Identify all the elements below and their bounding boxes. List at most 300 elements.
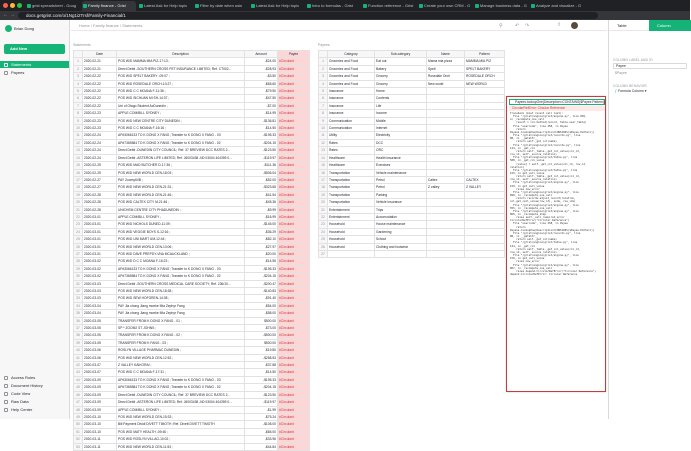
amount-cell[interactable]: -$200.47 (245, 280, 278, 287)
description-cell[interactable]: Direct Debit -ASTERON LIFE LIMITED; Ref. J6003438 J40 03004 404359 0... (117, 399, 245, 406)
date-cell[interactable]: 2020-02-24 (83, 139, 117, 146)
payee-cell[interactable]: #Circular# (278, 332, 310, 339)
close-window-icon[interactable] (3, 3, 8, 8)
row-number[interactable]: 5 (319, 88, 328, 95)
name-cell[interactable] (427, 162, 465, 169)
forward-icon[interactable]: → (10, 12, 15, 18)
row-number[interactable]: 5 (74, 88, 83, 95)
payee-cell[interactable]: #Circular# (278, 376, 310, 383)
date-cell[interactable]: 2020-03-01 (83, 236, 117, 243)
amount-cell[interactable]: -$16.99 (245, 213, 278, 220)
sub-category-cell[interactable]: Health insurance (375, 154, 427, 161)
amount-cell[interactable]: -$44.84 (245, 443, 278, 450)
date-cell[interactable]: 2020-03-05 (83, 317, 117, 324)
category-cell[interactable]: Groceries and Food (328, 65, 375, 72)
payee-cell[interactable]: #Circular# (278, 154, 310, 161)
table-row[interactable] (74, 206, 310, 213)
date-cell[interactable]: 2020-03-01 (83, 250, 117, 257)
table-row[interactable] (74, 236, 310, 243)
table-row[interactable] (74, 273, 310, 280)
amount-cell[interactable]: -$506.04 (245, 169, 278, 176)
browser-tab[interactable] (250, 1, 304, 11)
column-header-name[interactable]: Name (427, 51, 465, 58)
payee-cell[interactable]: #Circular# (278, 184, 310, 191)
category-cell[interactable]: Entertainment (328, 213, 375, 220)
row-number[interactable]: 40 (74, 347, 83, 354)
name-cell[interactable] (427, 213, 465, 220)
date-cell[interactable]: 2020-02-24 (83, 132, 117, 139)
row-number[interactable]: 7 (74, 102, 83, 109)
description-cell[interactable]: UNICHEM CENTRE CITY PHADUNEDIN ; (117, 206, 245, 213)
table-row[interactable] (74, 347, 310, 354)
date-cell[interactable]: 2020-03-05 (83, 325, 117, 332)
row-number[interactable]: 42 (74, 362, 83, 369)
payee-cell[interactable]: #Circular# (278, 73, 310, 80)
payee-cell[interactable]: #Circular# (278, 413, 310, 420)
name-cell[interactable] (427, 95, 465, 102)
tool-raw-data[interactable] (0, 398, 69, 405)
description-cell[interactable]: PAY ZoomyKilB ; (117, 176, 245, 183)
table-row[interactable] (74, 88, 310, 95)
row-number[interactable]: 20 (74, 199, 83, 206)
maximize-window-icon[interactable] (17, 3, 22, 8)
tool-access-rules[interactable] (0, 374, 69, 381)
payee-cell[interactable]: #Circular# (278, 243, 310, 250)
category-cell[interactable]: Communication (328, 117, 375, 124)
description-cell[interactable]: AP#3066133 TO K DONG X FANG ;Transfer to K DONG X FANG - 03 (117, 265, 245, 272)
date-cell[interactable]: 2020-03-09 (83, 384, 117, 391)
row-number[interactable]: 27 (74, 250, 83, 257)
description-cell[interactable]: TRANSFER FROM K FANG - 03 ; (117, 339, 245, 346)
pattern-cell[interactable] (465, 117, 505, 124)
payee-cell[interactable]: #Circular# (278, 347, 310, 354)
amount-cell[interactable]: -$24.00 (245, 58, 278, 65)
table-row[interactable] (74, 191, 310, 198)
description-cell[interactable]: POS W/D MATY HEALTH -09:46 ; (117, 428, 245, 435)
table-row[interactable] (319, 65, 505, 72)
date-cell[interactable]: 2020-03-09 (83, 406, 117, 413)
page-item-payees[interactable] (0, 69, 69, 76)
browser-tab[interactable] (530, 1, 584, 11)
category-cell[interactable]: Groceries and Food (328, 80, 375, 87)
row-number[interactable]: 49 (74, 413, 83, 420)
redo-icon[interactable]: ↷ (525, 23, 530, 29)
amount-cell[interactable]: $500.00 (245, 339, 278, 346)
row-number[interactable]: 11 (74, 132, 83, 139)
table-row[interactable] (319, 95, 505, 102)
table-row[interactable] (74, 228, 310, 235)
pattern-cell[interactable]: Z VALLEY (465, 184, 505, 191)
date-cell[interactable]: 2020-02-28 (83, 199, 117, 206)
sub-category-cell[interactable]: Gardening (375, 228, 427, 235)
pattern-cell[interactable] (465, 221, 505, 228)
category-cell[interactable]: Healthcare (328, 162, 375, 169)
row-number[interactable]: 36 (74, 317, 83, 324)
tab-table[interactable] (609, 20, 649, 31)
table-row[interactable] (319, 221, 505, 228)
pattern-cell[interactable] (465, 102, 505, 109)
row-number[interactable]: 14 (319, 154, 328, 161)
payee-cell[interactable]: #Circular# (278, 95, 310, 102)
payee-cell[interactable]: #Circular# (278, 421, 310, 428)
amount-cell[interactable]: -$9.99 (245, 206, 278, 213)
row-number[interactable]: 12 (319, 139, 328, 146)
pattern-cell[interactable] (465, 125, 505, 132)
category-cell[interactable]: Transportation (328, 169, 375, 176)
row-number-header[interactable] (319, 51, 328, 58)
category-cell[interactable]: Household (328, 236, 375, 243)
date-cell[interactable]: 2020-03-09 (83, 376, 117, 383)
description-cell[interactable]: PAY Jia chong Jiang moeke Mia Zephyr Fang (117, 302, 245, 309)
date-cell[interactable]: 2020-03-03 (83, 280, 117, 287)
sub-category-cell[interactable] (375, 250, 427, 257)
amount-cell[interactable]: -$47.50 (245, 95, 278, 102)
table-row[interactable] (74, 384, 310, 391)
payee-cell[interactable]: #Circular# (278, 288, 310, 295)
payee-cell[interactable]: #Circular# (278, 436, 310, 443)
name-cell[interactable]: Z valley (427, 184, 465, 191)
sub-category-cell[interactable]: Internet (375, 125, 427, 132)
payee-cell[interactable]: #Circular# (278, 139, 310, 146)
table-row[interactable] (74, 250, 310, 257)
amount-cell[interactable]: -$73.00 (245, 325, 278, 332)
row-number[interactable]: 47 (74, 399, 83, 406)
category-cell[interactable]: Transportation (328, 199, 375, 206)
sub-category-cell[interactable]: Home (375, 88, 427, 95)
row-number[interactable]: 19 (319, 191, 328, 198)
sub-category-cell[interactable]: Petrol (375, 184, 427, 191)
category-cell[interactable]: Insurance (328, 102, 375, 109)
pattern-cell[interactable]: CALTEX (465, 176, 505, 183)
browser-tab[interactable] (306, 1, 360, 11)
table-row[interactable] (74, 117, 310, 124)
name-cell[interactable] (427, 88, 465, 95)
row-number[interactable]: 34 (74, 302, 83, 309)
description-cell[interactable]: Uni of Otago Student AcDunedin ; (117, 102, 245, 109)
row-number-header[interactable] (74, 51, 83, 58)
category-cell[interactable]: Groceries and Food (328, 73, 375, 80)
table-row[interactable] (319, 125, 505, 132)
column-header-date[interactable]: Date (83, 51, 117, 58)
date-cell[interactable]: 2020-02-25 (83, 169, 117, 176)
description-cell[interactable]: APPLE.COM/BILL SYDNEY ; (117, 406, 245, 413)
name-cell[interactable]: New world (427, 80, 465, 87)
amount-cell[interactable]: -$14.55 (245, 258, 278, 265)
table-row[interactable] (319, 73, 505, 80)
amount-cell[interactable]: -$140.83 (245, 288, 278, 295)
payee-cell[interactable]: #Circular# (278, 58, 310, 65)
table-row[interactable] (319, 117, 505, 124)
sub-category-cell[interactable]: Income (375, 110, 427, 117)
description-cell[interactable]: AP#7365584 TO K DONG X FANG ;Transfer to K DONG X FANG - 02 (117, 273, 245, 280)
row-number[interactable]: 6 (74, 95, 83, 102)
date-cell[interactable]: 2020-02-23 (83, 125, 117, 132)
payee-cell[interactable]: #Circular# (278, 213, 310, 220)
description-cell[interactable]: POS W/D NEW WORLD CEN-15:33 ; (117, 413, 245, 420)
tab-column[interactable] (649, 20, 691, 31)
row-number[interactable]: 31 (74, 280, 83, 287)
description-cell[interactable]: AP#3066133 TO K DONG X FANG ;Transfer to K DONG X FANG - 03 (117, 376, 245, 383)
amount-cell[interactable]: -$204.15 (245, 384, 278, 391)
description-cell[interactable]: POS W/D NEW WORLD CEN-12:52 ; (117, 354, 245, 361)
name-cell[interactable] (427, 191, 465, 198)
date-cell[interactable]: 2020-02-21 (83, 58, 117, 65)
date-cell[interactable]: 2020-03-01 (83, 228, 117, 235)
table-row[interactable] (74, 406, 310, 413)
payee-cell[interactable]: #Circular# (278, 406, 310, 413)
date-cell[interactable]: 2020-03-02 (83, 258, 117, 265)
table-row[interactable] (74, 288, 310, 295)
payee-cell[interactable]: #Circular# (278, 147, 310, 154)
date-cell[interactable]: 2020-02-28 (83, 206, 117, 213)
tool-code-view[interactable] (0, 390, 69, 397)
name-cell[interactable]: Rosedale Orch (427, 73, 465, 80)
row-number[interactable]: 22 (319, 213, 328, 220)
name-cell[interactable]: Mama mia pizza (427, 58, 465, 65)
row-number[interactable]: 14 (74, 154, 83, 161)
table-row[interactable] (74, 221, 310, 228)
row-number[interactable]: 10 (319, 125, 328, 132)
description-cell[interactable]: POS W/D CALTEX CITY M-21:46 ; (117, 199, 245, 206)
amount-cell[interactable]: -$195.33 (245, 132, 278, 139)
description-cell[interactable]: Direct Debit -ASTERON LIFE LIMITED; Ref. J6003438 J40 03004 404359 0... (117, 154, 245, 161)
browser-tab[interactable] (26, 1, 80, 11)
amount-cell[interactable]: -$33.96 (245, 436, 278, 443)
amount-cell[interactable]: -$54.00 (245, 302, 278, 309)
category-cell[interactable]: Healthcare (328, 154, 375, 161)
date-cell[interactable]: 2020-03-11 (83, 443, 117, 450)
name-cell[interactable] (427, 132, 465, 139)
date-cell[interactable]: 2020-03-09 (83, 399, 117, 406)
browser-tab[interactable] (194, 1, 248, 11)
description-cell[interactable]: POS W/D NEW WORLD CEN-18:38 ; (117, 288, 245, 295)
amount-cell[interactable]: -$123.50 (245, 391, 278, 398)
description-cell[interactable]: AP#3066133 TO K DONG X FANG ;Transfer to K DONG X FANG - 03 (117, 132, 245, 139)
amount-cell[interactable]: -$14.99 (245, 110, 278, 117)
table-row[interactable] (319, 236, 505, 243)
date-cell[interactable]: 2020-02-22 (83, 95, 117, 102)
row-number[interactable]: 13 (74, 147, 83, 154)
row-number[interactable]: 20 (319, 199, 328, 206)
table-row[interactable] (74, 413, 310, 420)
table-row[interactable] (74, 376, 310, 383)
date-cell[interactable]: 2020-03-01 (83, 243, 117, 250)
table-row[interactable] (74, 362, 310, 369)
row-number[interactable]: 23 (319, 221, 328, 228)
payee-cell[interactable]: #Circular# (278, 117, 310, 124)
row-number[interactable]: 25 (319, 236, 328, 243)
sub-category-cell[interactable]: Contents (375, 95, 427, 102)
sub-category-cell[interactable]: Vehicle insurance (375, 199, 427, 206)
table-row[interactable] (74, 428, 310, 435)
payee-cell[interactable]: #Circular# (278, 369, 310, 376)
amount-cell[interactable]: -$3.50 (245, 73, 278, 80)
sub-category-cell[interactable]: Life (375, 102, 427, 109)
table-row[interactable] (74, 199, 310, 206)
payee-cell[interactable]: #Circular# (278, 236, 310, 243)
name-cell[interactable] (427, 102, 465, 109)
description-cell[interactable]: POS W/D UNI MART UM-12:44 ; (117, 236, 245, 243)
payee-cell[interactable]: #Circular# (278, 228, 310, 235)
date-cell[interactable]: 2020-02-22 (83, 73, 117, 80)
row-number[interactable]: 25 (74, 236, 83, 243)
amount-cell[interactable]: -$204.15 (245, 139, 278, 146)
pattern-cell[interactable] (465, 139, 505, 146)
description-cell[interactable]: Direct Debit -SOUTHERN CROSS PET INSURANCE LIMITED; Ref. CT002... (117, 65, 245, 72)
payee-cell[interactable]: #Circular# (278, 125, 310, 132)
sub-category-cell[interactable]: School (375, 236, 427, 243)
payee-cell[interactable]: #Circular# (278, 310, 310, 317)
amount-cell[interactable]: -$204.15 (245, 273, 278, 280)
date-cell[interactable]: 2020-03-06 (83, 354, 117, 361)
table-row[interactable] (319, 154, 505, 161)
row-number[interactable]: 13 (319, 147, 328, 154)
row-number[interactable]: 19 (74, 191, 83, 198)
name-cell[interactable] (427, 147, 465, 154)
table-row[interactable] (74, 58, 310, 65)
category-cell[interactable]: Entertainment (328, 206, 375, 213)
date-cell[interactable]: 2020-03-10 (83, 413, 117, 420)
payee-cell[interactable]: #Circular# (278, 295, 310, 302)
amount-cell[interactable]: -$323.65 (245, 184, 278, 191)
row-number[interactable]: 52 (74, 436, 83, 443)
pattern-cell[interactable]: NEW WORLD (465, 80, 505, 87)
pattern-cell[interactable]: ROSEDALE ORCH (465, 73, 505, 80)
table-row[interactable] (319, 139, 505, 146)
table-row[interactable] (74, 65, 310, 72)
minimize-window-icon[interactable] (10, 3, 15, 8)
row-number[interactable]: 17 (319, 176, 328, 183)
description-cell[interactable]: AP#7365584 TO K DONG X FANG ;Transfer to K DONG X FANG - 02 (117, 139, 245, 146)
description-cell[interactable]: POS W/D DAVE PREPDY-VNA MCAUCKLAND ; (117, 250, 245, 257)
description-cell[interactable]: APPLE.COM/BILL SYDNEY ; (117, 110, 245, 117)
table-row[interactable] (74, 295, 310, 302)
row-number[interactable]: 43 (74, 369, 83, 376)
table-row[interactable] (74, 95, 310, 102)
page-item-statements[interactable] (0, 61, 69, 68)
browser-tab[interactable] (362, 1, 416, 11)
table-row[interactable] (319, 58, 505, 65)
table-row[interactable] (74, 258, 310, 265)
pattern-cell[interactable] (465, 250, 505, 257)
category-cell[interactable]: Insurance (328, 88, 375, 95)
table-row[interactable] (319, 147, 505, 154)
column-header-description[interactable]: Description (117, 51, 245, 58)
row-number[interactable]: 44 (74, 376, 83, 383)
amount-cell[interactable]: -$79.50 (245, 88, 278, 95)
pattern-cell[interactable] (465, 147, 505, 154)
category-cell[interactable]: Utility (328, 132, 375, 139)
name-cell[interactable] (427, 243, 465, 250)
amount-cell[interactable]: -$7.00 (245, 102, 278, 109)
description-cell[interactable]: PAY Jia chong Jiang moeke Mia Zephyr Fang (117, 310, 245, 317)
sub-category-cell[interactable]: Bakery (375, 65, 427, 72)
sub-category-cell[interactable]: Accomodation (375, 213, 427, 220)
amount-cell[interactable]: -$14.50 (245, 125, 278, 132)
amount-cell[interactable]: -$75.24 (245, 413, 278, 420)
table-row[interactable] (74, 80, 310, 87)
table-row[interactable] (74, 339, 310, 346)
table-row[interactable] (319, 243, 505, 250)
payee-cell[interactable]: #Circular# (278, 250, 310, 257)
date-cell[interactable]: 2020-02-21 (83, 65, 117, 72)
payee-cell[interactable]: #Circular# (278, 428, 310, 435)
table-row[interactable] (319, 228, 505, 235)
pattern-cell[interactable] (465, 88, 505, 95)
date-cell[interactable]: 2020-03-06 (83, 347, 117, 354)
table-row[interactable] (74, 132, 310, 139)
sub-category-cell[interactable]: Eat out (375, 58, 427, 65)
amount-cell[interactable]: -$111.36 (245, 162, 278, 169)
description-cell[interactable]: POS W/D ROSLYN VILLAG-10:02 ; (117, 436, 245, 443)
description-cell[interactable]: POS W/D D C C MOANA F-16:23 ; (117, 258, 245, 265)
name-cell[interactable]: Spelt (427, 65, 465, 72)
row-number[interactable]: 24 (319, 228, 328, 235)
name-cell[interactable] (427, 139, 465, 146)
name-cell[interactable] (427, 117, 465, 124)
date-cell[interactable]: 2020-03-11 (83, 436, 117, 443)
name-cell[interactable] (427, 206, 465, 213)
table-row[interactable] (319, 213, 505, 220)
sub-category-cell[interactable]: Grocery (375, 80, 427, 87)
category-cell[interactable]: Household (328, 228, 375, 235)
payee-cell[interactable]: #Circular# (278, 339, 310, 346)
category-cell[interactable]: Groceries and Food (328, 58, 375, 65)
amount-cell[interactable]: $500.00 (245, 317, 278, 324)
amount-cell[interactable]: -$82.10 (245, 236, 278, 243)
row-number[interactable]: 2 (74, 65, 83, 72)
sub-category-cell[interactable]: Vehicle maintenance (375, 169, 427, 176)
amount-cell[interactable]: -$19.80 (245, 347, 278, 354)
name-cell[interactable] (427, 199, 465, 206)
amount-cell[interactable]: -$28.93 (245, 65, 278, 72)
date-cell[interactable]: 2020-02-25 (83, 162, 117, 169)
sub-category-cell[interactable]: Trips (375, 206, 427, 213)
row-number[interactable]: 26 (74, 243, 83, 250)
row-number[interactable]: 32 (74, 288, 83, 295)
pattern-cell[interactable] (465, 169, 505, 176)
table-row[interactable] (74, 443, 310, 450)
description-cell[interactable]: AP#7365584 TO K DONG X FANG ;Transfer to K DONG X FANG - 02 (117, 384, 245, 391)
name-cell[interactable] (427, 228, 465, 235)
column-behavior-select[interactable] (613, 89, 687, 95)
row-number[interactable]: 8 (74, 110, 83, 117)
table-row[interactable] (74, 139, 310, 146)
sub-category-cell[interactable]: Parking (375, 191, 427, 198)
pattern-cell[interactable]: MAMMA MIA PIZ (465, 58, 505, 65)
date-cell[interactable]: 2020-03-05 (83, 332, 117, 339)
category-cell[interactable]: Transportation (328, 191, 375, 198)
browser-tab[interactable] (418, 1, 472, 11)
description-cell[interactable]: Z VALLEY KAIKORAI ; (117, 362, 245, 369)
row-number[interactable]: 4 (319, 80, 328, 87)
category-cell[interactable]: Transportation (328, 184, 375, 191)
back-icon[interactable]: ← (3, 12, 8, 18)
date-cell[interactable]: 2020-02-27 (83, 176, 117, 183)
row-number[interactable]: 21 (74, 206, 83, 213)
row-number[interactable]: 30 (74, 273, 83, 280)
payee-cell[interactable]: #Circular# (278, 132, 310, 139)
payee-cell[interactable]: #Circular# (278, 391, 310, 398)
table-row[interactable] (319, 110, 505, 117)
payee-cell[interactable]: #Circular# (278, 206, 310, 213)
date-cell[interactable]: 2020-03-02 (83, 273, 117, 280)
pattern-cell[interactable]: SPELT BAKERY (465, 65, 505, 72)
row-number[interactable]: 21 (319, 206, 328, 213)
description-cell[interactable]: POS W/D NICHOLS DUNED-11:39 ; (117, 221, 245, 228)
tool-document-history[interactable] (0, 382, 69, 389)
amount-cell[interactable]: -$20.00 (245, 250, 278, 257)
